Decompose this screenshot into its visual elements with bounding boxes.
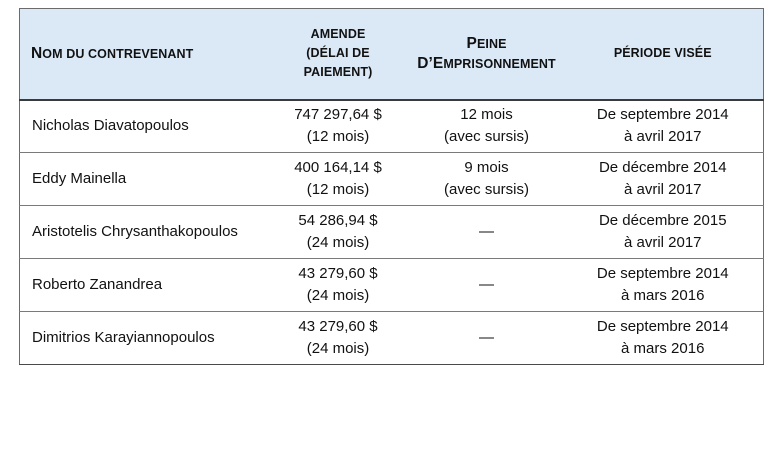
amende-value: 43 279,60 $: [298, 265, 378, 282]
periode-line2: à avril 2017: [623, 128, 702, 146]
header-row: [20, 9, 764, 100]
peine-line1: 12 mois: [460, 106, 513, 124]
periode-line2: à mars 2016: [621, 287, 705, 304]
header-col3-line1-rest: EINE: [476, 36, 507, 51]
peine-dash: —: [479, 223, 494, 240]
delai-value: (24 mois): [306, 287, 370, 304]
amende-value: 747 297,64 $: [294, 106, 382, 124]
contrevenant-name: Dimitrios Karayiannopoulos: [20, 312, 266, 365]
periode-cell: [563, 312, 764, 365]
periode-cell: [563, 100, 764, 153]
peine-dash: —: [479, 276, 494, 293]
contrevenant-name: Roberto Zanandrea: [20, 259, 266, 312]
amende-cell: [266, 153, 411, 206]
periode-line2: à avril 2017: [623, 181, 702, 198]
table-row: [20, 100, 764, 153]
header-col3-line2-initial: D’E: [417, 54, 444, 72]
table-row: [20, 153, 764, 206]
header-col4-label: PÉRIODE VISÉE: [613, 46, 712, 61]
sanctions-table-container: [19, 8, 763, 365]
contrevenant-name: Nicholas Diavatopoulos: [20, 100, 266, 153]
peine-cell: [411, 312, 563, 365]
table-row: [20, 312, 764, 365]
delai-value: (12 mois): [306, 128, 370, 146]
amende-cell: [266, 206, 411, 259]
delai-value: (12 mois): [306, 181, 370, 198]
header-col2-line1: AMENDE: [310, 27, 366, 42]
peine-cell: [411, 259, 563, 312]
header-col3-line1: [417, 34, 557, 54]
sanctions-table: [19, 8, 764, 365]
peine-cell: [411, 206, 563, 259]
periode-line1: De septembre 2014: [596, 318, 729, 335]
amende-cell: [266, 312, 411, 365]
header-col3-line1-initial: P: [466, 34, 477, 52]
peine-line1: 9 mois: [464, 159, 509, 176]
amende-cell: [266, 100, 411, 153]
peine-cell: [411, 153, 563, 206]
header-col3-line2: [417, 54, 557, 74]
delai-value: (24 mois): [306, 340, 370, 357]
peine-dash: —: [479, 329, 494, 346]
header-periode-visee: [563, 9, 764, 100]
periode-line1: De septembre 2014: [596, 265, 729, 282]
contrevenant-name: Aristotelis Chrysanthakopoulos: [20, 206, 266, 259]
contrevenant-name: Eddy Mainella: [20, 153, 266, 206]
header-col2-line3: PAIEMENT): [303, 65, 373, 80]
amende-value: 54 286,94 $: [298, 212, 378, 229]
periode-cell: [563, 259, 764, 312]
table-row: [20, 206, 764, 259]
periode-cell: [563, 206, 764, 259]
table-body: [20, 100, 764, 365]
peine-cell: [411, 100, 563, 153]
peine-line2: (avec sursis): [443, 181, 529, 198]
periode-cell: [563, 153, 764, 206]
amende-value: 400 164,14 $: [294, 159, 382, 176]
table-row: [20, 259, 764, 312]
header-col3-line2-rest: MPRISONNEMENT: [443, 56, 556, 71]
header-amende: [266, 9, 411, 100]
header-peine-emprisonnement: [411, 9, 563, 100]
header-col1-rest: OM DU CONTREVENANT: [42, 46, 194, 61]
periode-line1: De décembre 2015: [598, 212, 727, 229]
peine-line2: (avec sursis): [443, 128, 529, 146]
amende-cell: [266, 259, 411, 312]
header-col1-initial: N: [31, 44, 43, 62]
periode-line2: à mars 2016: [621, 340, 705, 357]
periode-line2: à avril 2017: [623, 234, 702, 251]
header-nom-du-contrevenant: [20, 9, 266, 100]
periode-line1: De septembre 2014: [596, 106, 729, 124]
amende-value: 43 279,60 $: [298, 318, 378, 335]
table-header: [20, 9, 764, 100]
delai-value: (24 mois): [306, 234, 370, 251]
header-col2-line2: (DÉLAI DE: [306, 46, 370, 61]
periode-line1: De décembre 2014: [598, 159, 727, 176]
